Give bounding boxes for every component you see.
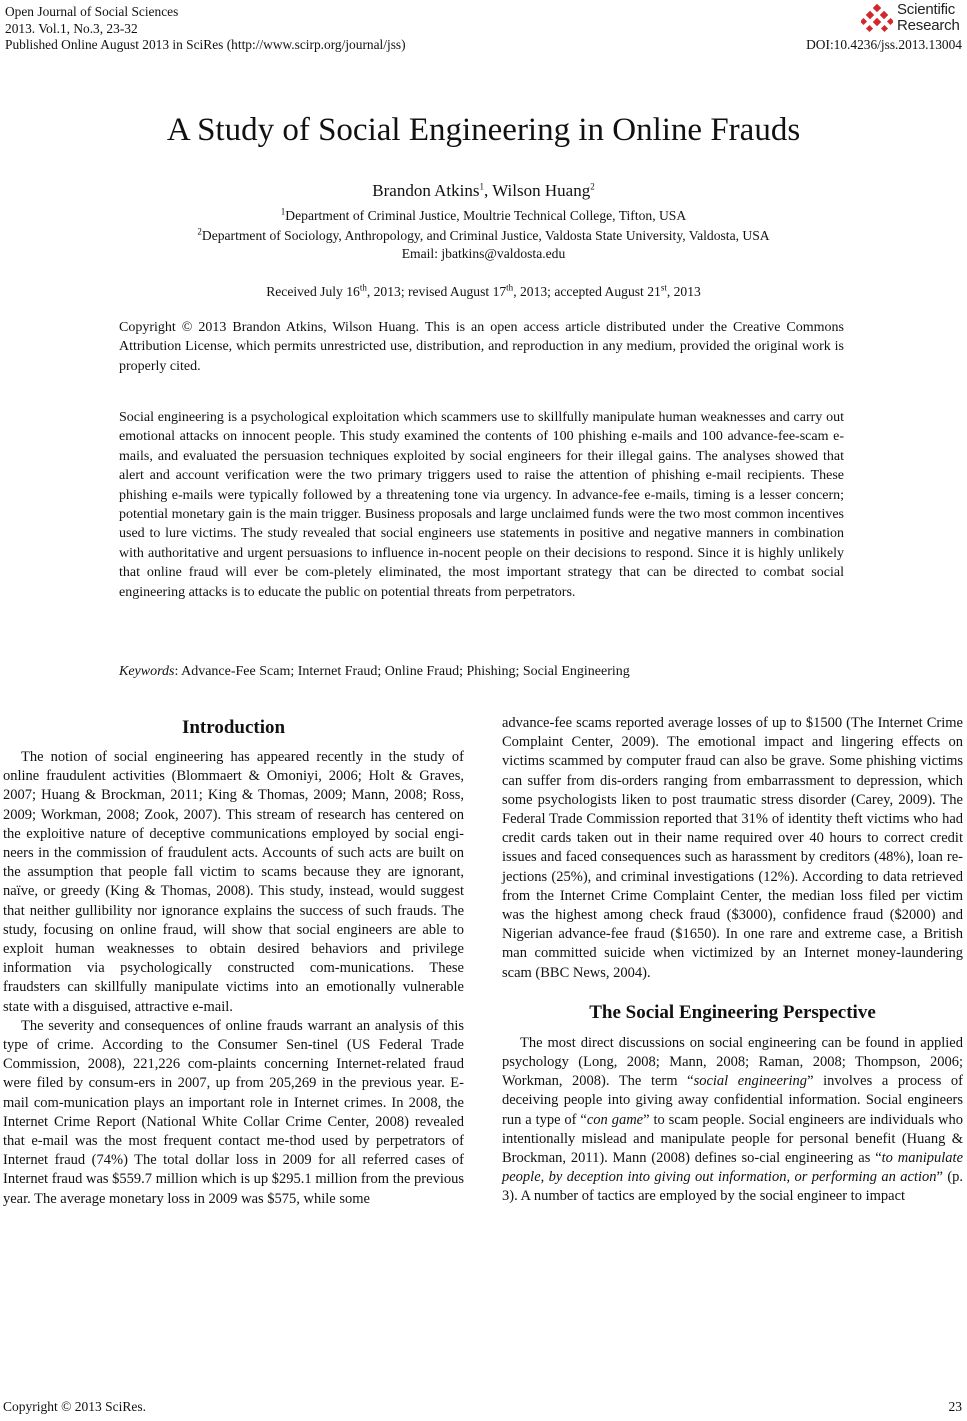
accepted-sup: st [660, 282, 667, 293]
journal-header [5, 4, 406, 54]
revised-sup: th [506, 282, 514, 293]
abstract: Social engineering is a psychological exploitation which scammers use to skillfully manipulate human weaknesses and carry out emotional attacks on innocent people. This study examined the contents of 100 phishing e-mails and 100 advance-fee-scam e-mails, and evaluated the persuasion techniques exploited by social engineers for their illegal gains. The analyses showed that alert and account verification were the two primary triggers used to raise the attention of phishing e-mail recipients. These phishing e-mails were typically followed by a threatening tone via urgency. In advance-fee e-mails, timing is a lesser concern; potential monetary gain is the main trigger. Business proposals and large unclaimed funds were the two most common incentives used to lure victims. The study revealed that social engineers use statements in positive and negative manners in combination with authoritative and urgent persuasions to influence in-nocent people on their decisions to respond. Since it is highly unlikely that online fraud will ever be com-pletely eliminated, the most important strategy that can be directed to combat social engineering attacks is to educate the public on potential threats from perpetrators. [119, 410, 844, 600]
se-text-b: ” involves a process of deceiving people into giving away confidential information. Social engineers run a type of “ [502, 1073, 964, 1128]
copyright-notice: Copyright © 2013 Brandon Atkins, Wilson Huang. This is an open access article distributed under the Creative Commons Attribution License, which permits unrestricted use, distribution, and reproduction in any medium, provided the original work is properly cited. [119, 320, 844, 374]
aff-2-sup: 2 [197, 226, 202, 237]
author-1-sup: 1 [479, 181, 484, 192]
scientific-research-logo [861, 2, 961, 36]
keywords-label: Keywords [119, 664, 175, 679]
paper-title: A Study of Social Engineering in Online Frauds [166, 112, 801, 148]
logo-text-line1: Scientific [897, 1, 956, 18]
accepted-text: , 2013; accepted August 21 [513, 284, 661, 299]
intro-paragraph-2: The severity and consequences of online frauds warrant an analysis of this type of crime. According to the Consumer Sen-tinel (US Federal Trade Commission, 2008), 221,226 com-plaints concerning Internet-related fraud were filed by consum-ers in 2007, up from 205,269 in the previous year. E-mail com-munication plays an important role in Internet crimes. In 2008, the Internet Crime Report (National White Collar Crime Center, 2008) revealed that e-mail was the most frequent contact me-thod used by perpetrators of Internet fraud (74%) The total dollar loss in 2009 for all referred cases of Internet fraud was $559.7 million which is up $295.1 million from the previous year. The average monetary loss in 2009 was $575, while some [3, 1017, 464, 1207]
se-text-c: ” to scam people. Social engineers are individuals who intentionally mislead and manipulate people for personal benefit (Huang & Brockman, 2011). Mann (2008) defines so-cial engineering as “ [502, 1111, 964, 1167]
social-engineering-paragraph [502, 1034, 963, 1207]
aff-2-text: Department of Sociology, Anthropology, and Criminal Justice, Valdosta State University, Valdosta, USA [201, 228, 770, 243]
logo-diamond-icon [861, 4, 893, 34]
affiliation-2 [0, 226, 967, 245]
footer-copyright: Copyright © 2013 SciRes. [3, 1399, 147, 1414]
authors [0, 180, 967, 202]
page-number: 23 [948, 1399, 962, 1414]
doi: DOI:10.4236/jss.2013.13004 [806, 37, 962, 52]
right-paragraph-1: advance-fee scams reported average losses of up to $1500 (The Internet Crime Complaint Center, 2009). The emotional impact and lingering effects on victims scammed by computer fraud can also be grave. Some phishing victims can suffer from dis-orders ranging from embarrassment to depression, which some psychologists liken to post traumatic stress disorder (Carey, 2009). The Federal Trade Commission reported that 31% of identity theft victims who had credit cards taken out in their name required over 40 hours to correct credit issues and faced consequences such as harassment by creditors (48%), loan re-jections (25%), and criminal investigations (12%). According to data retrieved from the Internet Crime Complaint Center, the median loss filed per victim was the highest among check fraud ($3000), confidence fraud ($2000) and Nigerian advance-fee fraud ($1650). In one rare and extreme case, a British man committed suicide when victimized by an Internet money-laundering scam (BBC News, 2004). [502, 715, 963, 981]
author-1: Brandon Atkins [372, 181, 480, 200]
revised-text: , 2013; revised August 17 [366, 284, 507, 299]
received-dates [0, 282, 967, 301]
received-text: Received July 16 [266, 284, 360, 299]
keywords-list: : Advance-Fee Scam; Internet Fraud; Online Fraud; Phishing; Social Engineering [174, 664, 630, 679]
author-2-sup: 2 [590, 181, 595, 192]
se-italic-2: con game [586, 1111, 644, 1128]
accepted-year: , 2013 [666, 284, 701, 299]
journal-volume: 2013. Vol.1, No.3, 23-32 [5, 20, 138, 36]
logo-text-line2: Research [897, 16, 960, 34]
se-text-d: , [540, 1169, 549, 1186]
section-heading-introduction: Introduction [181, 717, 286, 738]
affiliation-1 [0, 206, 967, 225]
se-italic-3: to manipulate people [502, 1150, 964, 1186]
right-column [502, 714, 963, 1207]
se-text-a: The most direct discussions on social engineering can be found in applied psychology (Long, 2008; Mann, 2008; Raman, 2008; Thompson, 2006; Workman, 2008). The term “ [502, 1034, 963, 1090]
se-italic-1: social engineering [693, 1073, 808, 1090]
author-2: , Wilson Huang [484, 181, 591, 200]
aff-1-text: Department of Criminal Justice, Moultrie Technical College, Tifton, USA [285, 208, 687, 223]
keywords [119, 662, 844, 681]
journal-name: Open Journal of Social Sciences [5, 4, 179, 19]
intro-paragraph-1: The notion of social engineering has appeared recently in the study of online fraudulent activities (Blommaert & Omoniyi, 2006; Holt & Graves, 2007; Huang & Brockman, 2011; King & Thomas, 2009; Mann, 2008; Ross, 2009; Workman, 2008; Zook, 2007). This stream of research has centered on the exploitive nature of deceptive communications employed by social engi-neers in the commission of fraudulent acts. Accounts of such acts are built on the assumption that people fall victim to scams because they are ignorant, naïve, or greedy (King & Thomas, 2008). This study, instead, would suggest that neither gullibility nor ignorance explains the success of such frauds. The study, focusing on online fraud, will show that social engineers are able to exploit human weaknesses to obtain desired behaviors and privilege information via psychologically constructed com-munications. These fraudsters can skillfully manipulate victims into an emotionally vulnerable state with a disguised, attractive e-mail. [3, 749, 464, 1015]
section-heading-social-engineering: The Social Engineering Perspective [589, 1001, 876, 1023]
received-sup: th [359, 282, 367, 293]
se-italic-5: or performing an action [794, 1169, 937, 1186]
journal-published: Published Online August 2013 in SciRes (http://www.scirp.org/journal/jss) [5, 37, 406, 52]
se-text-f: ” (p. 3). A number of tactics are employed by the social engineer to impact [502, 1169, 964, 1205]
left-column [3, 714, 464, 1209]
se-italic-4: by deception into giving out information [548, 1169, 787, 1186]
author-email: Email: jbatkins@valdosta.edu [401, 246, 566, 261]
se-text-e: , [786, 1169, 795, 1186]
aff-1-sup: 1 [280, 206, 286, 217]
